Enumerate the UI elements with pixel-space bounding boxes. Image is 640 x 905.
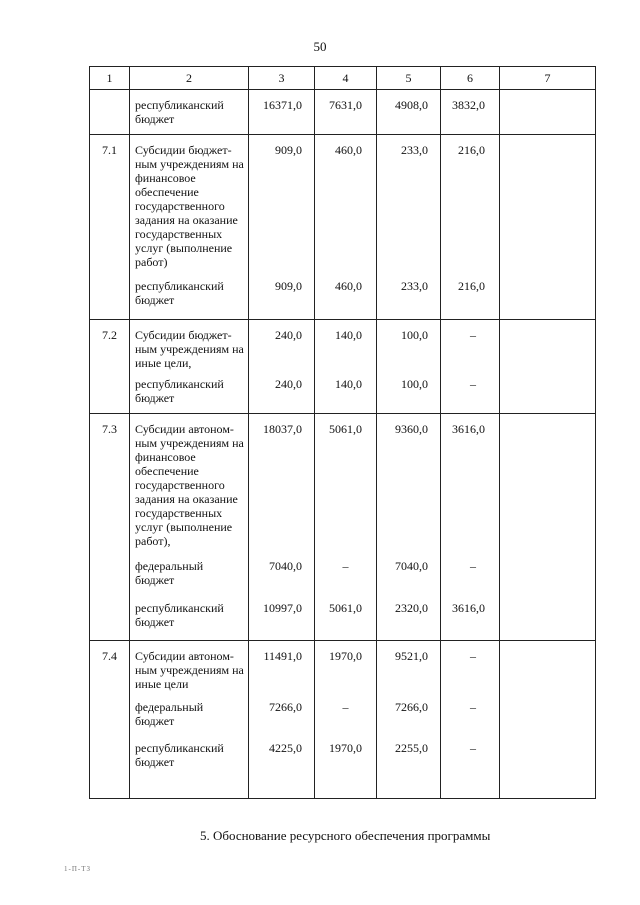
cell-col7 xyxy=(500,320,596,375)
row-number xyxy=(90,375,130,414)
cell-col3: 18037,0 xyxy=(249,414,315,557)
row-number xyxy=(90,739,130,799)
cell-col4: – xyxy=(315,698,377,739)
cell-col3: 11491,0 xyxy=(249,641,315,698)
cell-col4: 460,0 xyxy=(315,277,377,320)
row-name: республиканский бюджет xyxy=(130,599,249,641)
cell-col5: 7266,0 xyxy=(377,698,441,739)
cell-col7 xyxy=(500,739,596,799)
header-cell: 1 xyxy=(90,67,130,90)
table-row xyxy=(90,320,596,375)
cell-col6: – xyxy=(441,320,500,375)
cell-col5: 233,0 xyxy=(377,135,441,277)
cell-col6: 3616,0 xyxy=(441,599,500,641)
cell-col4: 1970,0 xyxy=(315,739,377,799)
cell-col5: 100,0 xyxy=(377,375,441,414)
cell-col5: 4908,0 xyxy=(377,90,441,135)
cell-col6: – xyxy=(441,698,500,739)
cell-col6: 216,0 xyxy=(441,277,500,320)
cell-col7 xyxy=(500,557,596,599)
header-cell: 4 xyxy=(315,67,377,90)
row-name: Субсидии бюджет-ным учреждениям на финансовое обеспечение государственного задания на оказание государственных услуг (выполнение работ) xyxy=(130,135,249,277)
table-row xyxy=(90,135,596,277)
cell-col4: 5061,0 xyxy=(315,414,377,557)
table-header-row xyxy=(90,67,596,90)
table-row xyxy=(90,277,596,320)
cell-col5: 2320,0 xyxy=(377,599,441,641)
cell-col3: 240,0 xyxy=(249,375,315,414)
cell-col4: 140,0 xyxy=(315,375,377,414)
row-number xyxy=(90,698,130,739)
cell-col6: – xyxy=(441,641,500,698)
cell-col3: 4225,0 xyxy=(249,739,315,799)
header-cell: 6 xyxy=(441,67,500,90)
cell-col3: 10997,0 xyxy=(249,599,315,641)
table-row xyxy=(90,414,596,557)
cell-col7 xyxy=(500,277,596,320)
cell-col7 xyxy=(500,641,596,698)
cell-col5: 7040,0 xyxy=(377,557,441,599)
row-name: республиканский бюджет xyxy=(130,90,249,135)
row-number xyxy=(90,90,130,135)
cell-col7 xyxy=(500,414,596,557)
cell-col7 xyxy=(500,135,596,277)
row-name: федеральный бюджет xyxy=(130,698,249,739)
table-row xyxy=(90,557,596,599)
row-name: республиканский бюджет xyxy=(130,739,249,799)
cell-col3: 909,0 xyxy=(249,135,315,277)
header-cell: 2 xyxy=(130,67,249,90)
cell-col3: 909,0 xyxy=(249,277,315,320)
cell-col4: 7631,0 xyxy=(315,90,377,135)
cell-col6: – xyxy=(441,375,500,414)
table-row xyxy=(90,698,596,739)
cell-col7 xyxy=(500,375,596,414)
row-number xyxy=(90,277,130,320)
row-number: 7.3 xyxy=(90,414,130,557)
cell-col6: – xyxy=(441,557,500,599)
header-cell: 7 xyxy=(500,67,596,90)
row-number xyxy=(90,557,130,599)
cell-col5: 9360,0 xyxy=(377,414,441,557)
cell-col6: 3832,0 xyxy=(441,90,500,135)
cell-col4: 140,0 xyxy=(315,320,377,375)
cell-col5: 2255,0 xyxy=(377,739,441,799)
cell-col7 xyxy=(500,90,596,135)
table-row xyxy=(90,90,596,135)
cell-col6: – xyxy=(441,739,500,799)
cell-col3: 7266,0 xyxy=(249,698,315,739)
section-heading: 5. Обоснование ресурсного обеспечения программы xyxy=(200,828,491,843)
row-number xyxy=(90,599,130,641)
cell-col4: 5061,0 xyxy=(315,599,377,641)
header-cell: 3 xyxy=(249,67,315,90)
header-cell: 5 xyxy=(377,67,441,90)
budget-table xyxy=(89,66,596,799)
cell-col3: 240,0 xyxy=(249,320,315,375)
row-name: Субсидии бюджет-ным учреждениям на иные цели, xyxy=(130,320,249,375)
cell-col6: 216,0 xyxy=(441,135,500,277)
table-row xyxy=(90,375,596,414)
row-number: 7.2 xyxy=(90,320,130,375)
row-name: Субсидии автоном-ным учреждениям на иные цели xyxy=(130,641,249,698)
cell-col3: 7040,0 xyxy=(249,557,315,599)
row-number: 7.1 xyxy=(90,135,130,277)
cell-col7 xyxy=(500,698,596,739)
cell-col6: 3616,0 xyxy=(441,414,500,557)
cell-col7 xyxy=(500,599,596,641)
row-name: республиканский бюджет xyxy=(130,375,249,414)
page-number: 50 xyxy=(313,39,327,54)
cell-col5: 233,0 xyxy=(377,277,441,320)
cell-col4: 1970,0 xyxy=(315,641,377,698)
table-row xyxy=(90,641,596,698)
row-number: 7.4 xyxy=(90,641,130,698)
row-name: федеральный бюджет xyxy=(130,557,249,599)
cell-col5: 100,0 xyxy=(377,320,441,375)
table-row xyxy=(90,599,596,641)
cell-col5: 9521,0 xyxy=(377,641,441,698)
row-name: Субсидии автоном-ным учреждениям на финансовое обеспечение государственного задания на оказание государственных услуг (выполнение работ), xyxy=(130,414,249,557)
table-row xyxy=(90,739,596,799)
cell-col4: – xyxy=(315,557,377,599)
row-name: республиканский бюджет xyxy=(130,277,249,320)
cell-col4: 460,0 xyxy=(315,135,377,277)
cell-col3: 16371,0 xyxy=(249,90,315,135)
footer-mark: 1-П-ТЗ xyxy=(64,865,91,873)
